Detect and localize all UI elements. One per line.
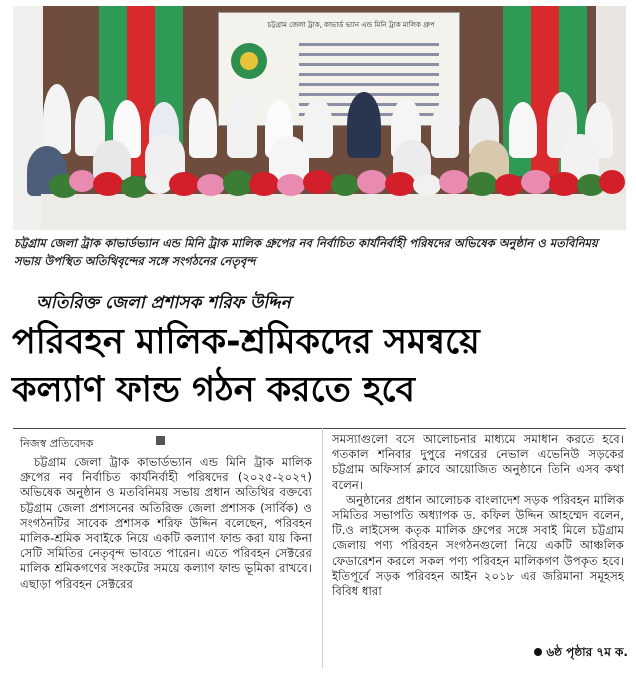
headline-line-1: পরিবহন মালিক-শ্রমিকদের সমন্বয়ে — [12, 322, 480, 362]
banner-logo — [231, 43, 267, 79]
person — [43, 84, 71, 154]
banner-title: চট্টগ্রাম জেলা ট্রাক, কাভার্ড ভ্যান এন্ড মিনি ট্রাক মালিক গ্রুপ — [267, 21, 435, 29]
wall-left — [13, 6, 43, 230]
article-column-right — [332, 432, 624, 650]
article-paragraph: সমস্যাগুলো বসে আলোচনার মাধ্যমে সমাধান করতে হবে। গতকাল শনিবার দুপুরে নগরের নেভাল এভেনিউ সড়কের চট্টগ্রাম অফিসার্স ক্লাবে আয়োজিত অনুষ্ঠানে তিনি এসব কথা বলেন। — [332, 432, 624, 492]
headline-line-2: কল্যাণ ফান্ড গঠন করতে হবে — [12, 370, 415, 410]
person — [509, 102, 537, 158]
article-column-left — [20, 455, 312, 670]
person — [189, 98, 217, 158]
byline-mark — [156, 436, 165, 445]
event-photo — [13, 6, 626, 230]
person — [227, 92, 257, 158]
article-paragraph: অনুষ্ঠানের প্রধান আলোচক বাংলাদেশ সড়ক পরিবহন মালিক সমিতির সভাপতি অধ্যাপক ড. কফিল উদ্দিন আহম্মেদ বলেন, টি.ও লাইসেন্স কতৃক মালিক গ্রুপের সঙ্গে সবাই মিলে চট্টগ্রাম জেলায় পণ্য পরিবহন সংগঠনগুলো নিয়ে একটি আঞ্চলিক ফেডারেশন করলে সকল পণ্য পরিবহন মালিকগণ উপকৃত হবে। ইতিপূর্বে সড়ক পরিবহন আইন ২০১৮ এর জরিমানা সমূহসহ বিবিধ ধারা — [332, 492, 624, 599]
continued-note — [534, 644, 628, 664]
column-divider — [322, 428, 323, 668]
flower-arrangement — [49, 166, 626, 200]
continued-label: ৬ষ্ঠ পৃষ্ঠার ৭ম ক. — [546, 645, 628, 659]
photo-caption: চট্টগ্রাম জেলা ট্রাক কাভার্ডভ্যান এন্ড মিনি ট্রাক মালিক গ্রুপের নব নির্বাচিত কার্যনির্বাহী পরিষদের অভিষেক অনুষ্ঠান ও মতবিনিময় সভায় উপস্থিত অতিথিবৃন্দের সঙ্গে সংগঠনের নেতৃবৃন্দ — [14, 236, 598, 268]
byline: নিজস্ব প্রতিবেদক — [20, 437, 94, 450]
bullet-dot-icon — [534, 648, 542, 656]
kicker: অতিরিক্ত জেলা প্রশাসক শরিফ উদ্দিন — [36, 293, 291, 313]
article-paragraph: চট্টগ্রাম জেলা ট্রাক কাভার্ডভ্যান এন্ড মিনি ট্রাক মালিক গ্রুপের নব নির্বাচিত কার্যনির্বাহী পরিষদের (২০২৫-২০২৭) অভিষেক অনুষ্ঠান ও মতবিনিময় সভায় প্রধান অতিথির বক্তব্যে চট্টগ্রাম জেলা প্রশাসনের অতিরিক্ত জেলা প্রশাসক (সার্বিক) ও সংগঠনটির সাবেক প্রশাসক শরিফ উদ্দিন বলেছেন, পরিবহন মালিক-শ্রমিক সবাইকে নিয়ে একটি কল্যাণ ফান্ড করা যায় কিনা সেটি সমিতির নেতৃবৃন্দ ভাবতে পারেন। এতে পরিবহন সেক্টরের মালিক শ্রমিকগণের সংকটের সময়ে কল্যাণ ফান্ড ভূমিকা রাখবে। এছাড়া পরিবহন সেক্টরের — [20, 455, 312, 591]
person-speaker — [347, 92, 381, 158]
person — [431, 102, 459, 158]
headline-rule — [13, 428, 626, 429]
